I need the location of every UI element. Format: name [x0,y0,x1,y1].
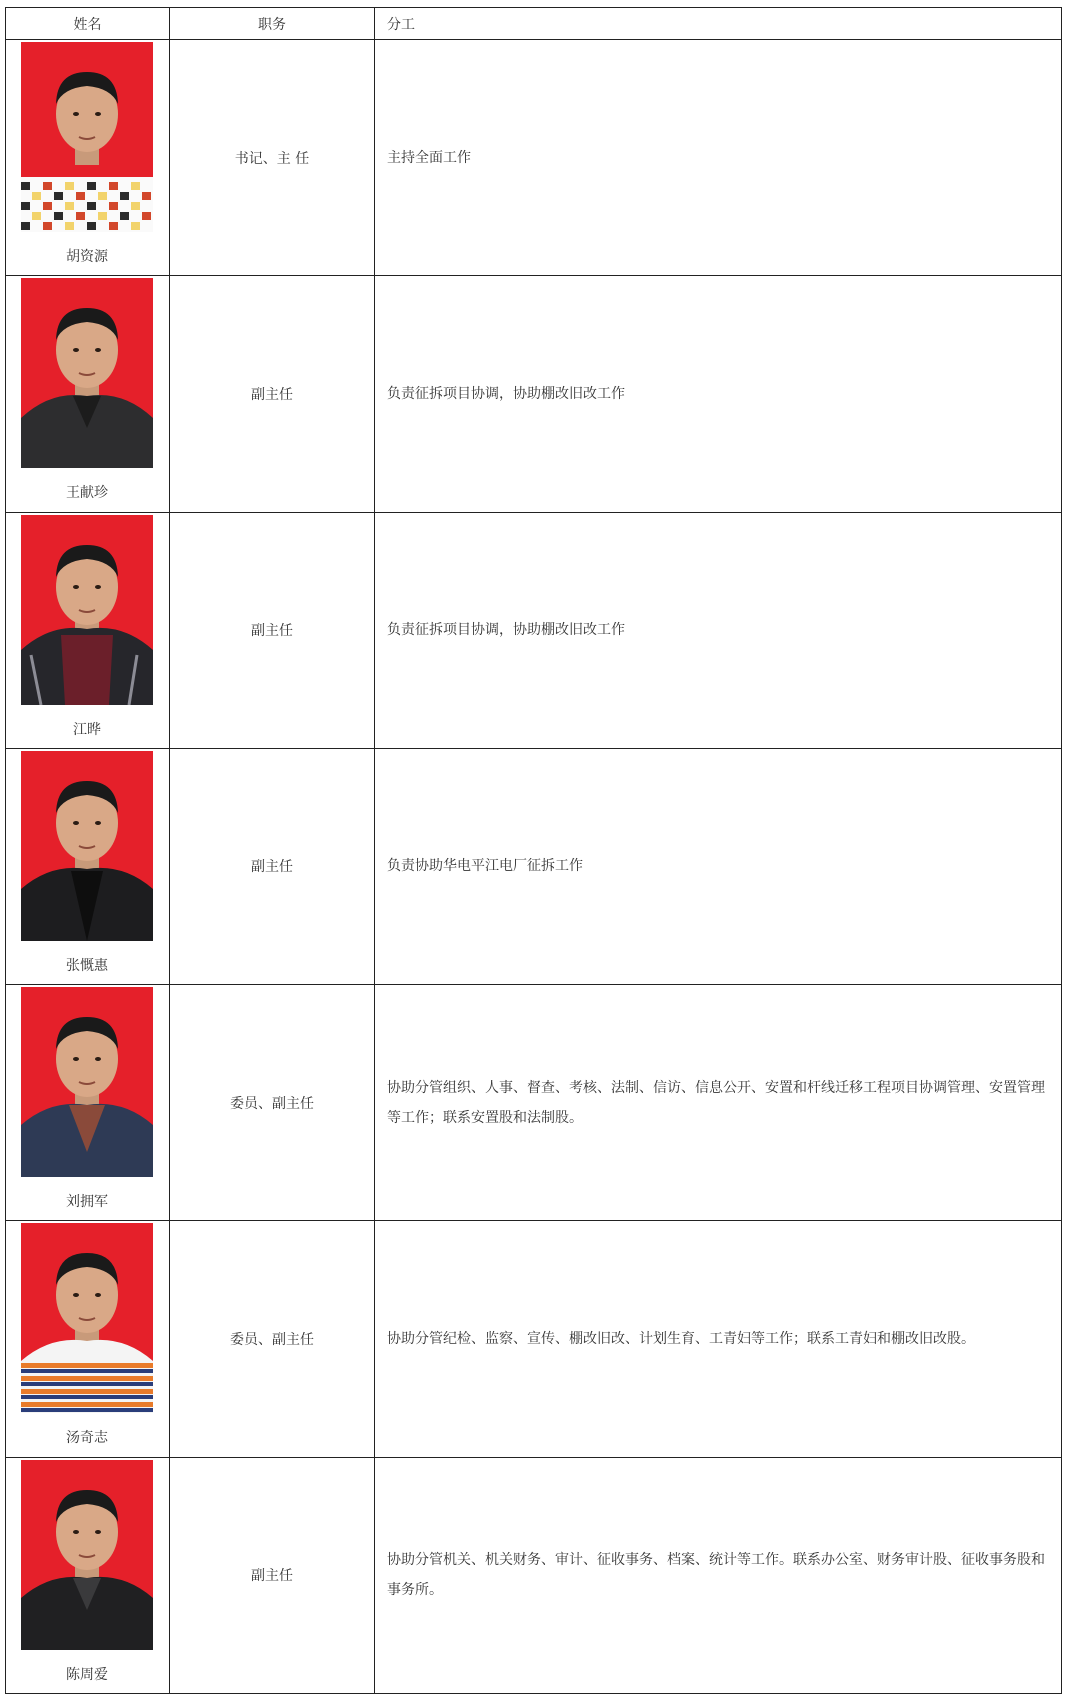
portrait-photo [21,515,153,705]
member-duties: 负责征拆项目协调，协助棚改旧改工作 [375,512,1062,748]
portrait-photo [21,42,153,232]
header-title: 职务 [170,8,375,40]
member-title: 委员、副主任 [170,985,375,1221]
header-duties: 分工 [375,8,1062,40]
member-duties: 协助分管机关、机关财务、审计、征收事务、档案、统计等工作。联系办公室、财务审计股、征收事务股和事务所。 [375,1457,1062,1693]
table-row [6,276,1062,512]
member-title: 委员、副主任 [170,1221,375,1457]
member-title: 书记、主 任 [170,40,375,276]
portrait-photo [21,987,153,1177]
name-cell [6,1221,170,1457]
table-row [6,1457,1062,1693]
member-duties: 负责协助华电平江电厂征拆工作 [375,748,1062,984]
portrait-photo [21,751,153,941]
name-cell [6,1457,170,1693]
member-duties: 协助分管组织、人事、督查、考核、法制、信访、信息公开、安置和杆线迁移工程项目协调管理、安置管理等工作；联系安置股和法制股。 [375,985,1062,1221]
member-title: 副主任 [170,512,375,748]
member-name: 刘拥军 [66,1194,108,1211]
portrait-illustration [21,42,153,232]
name-cell [6,985,170,1221]
portrait-photo [21,1223,153,1413]
member-name: 王献珍 [66,485,108,502]
leadership-table [5,7,1062,1694]
table-header-row [6,8,1062,40]
table-row [6,1221,1062,1457]
member-name: 江晔 [73,721,101,738]
member-title: 副主任 [170,748,375,984]
header-name: 姓名 [6,8,170,40]
name-cell [6,40,170,276]
table-row [6,985,1062,1221]
table-row [6,40,1062,276]
member-name: 张慨惠 [66,957,108,974]
portrait-illustration [21,1460,153,1650]
portrait-illustration [21,1223,153,1413]
member-name: 陈周爱 [66,1666,108,1683]
member-duties: 协助分管纪检、监察、宣传、棚改旧改、计划生育、工青妇等工作；联系工青妇和棚改旧改股。 [375,1221,1062,1457]
member-title: 副主任 [170,1457,375,1693]
portrait-illustration [21,751,153,941]
member-duties: 主持全面工作 [375,40,1062,276]
name-cell [6,748,170,984]
portrait-photo [21,1460,153,1650]
member-duties: 负责征拆项目协调，协助棚改旧改工作 [375,276,1062,512]
portrait-photo [21,278,153,468]
name-cell [6,512,170,748]
portrait-illustration [21,278,153,468]
portrait-illustration [21,515,153,705]
table-row [6,512,1062,748]
member-name: 胡资源 [66,249,108,265]
member-title: 副主任 [170,276,375,512]
name-cell [6,276,170,512]
table-row [6,748,1062,984]
portrait-illustration [21,987,153,1177]
member-name: 汤奇志 [66,1430,108,1447]
